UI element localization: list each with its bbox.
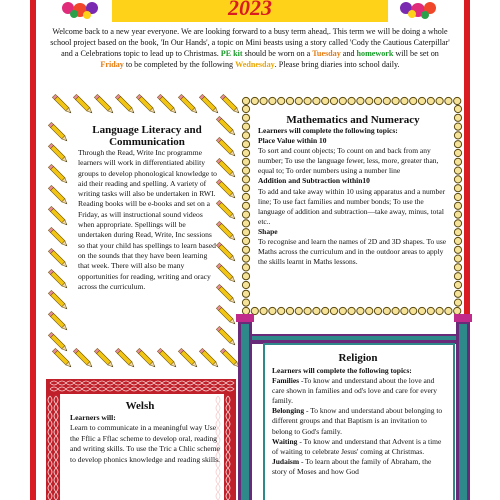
place-value-heading: Place Value within 10 [258,136,327,146]
tuesday-label: Tuesday [312,49,341,59]
friday-label: Friday [100,60,124,70]
language-title: Language Literacy and Communication [92,124,202,148]
shape-text: To recognise and learn the names of 2D and 3D shapes. To use Maths across the curriculum and in the outdoor areas to apply the skills learnt in Maths lessons. [258,237,447,267]
religion-title: Religion [338,352,378,364]
maths-subtitle: Learners will complete the following topics: [258,126,398,135]
belonging-heading: Belonging [272,406,305,416]
language-body: Through the Read, Write Inc programme learners will work in differentiated ability groups to develop phonological knowledge to aid their reading and spelling. A variety of writing tasks will also be undertaken in RWI. Reading books will be e-books and set on a Friday, as will instructional sound videos when appropriate. Spellings will be undertaken during Read, Write, Inc sessions so that your child has spellings to learn based on the sounds that they have been learning that week. There will also be many opportunities for reading, writing and oracy across the curriculum. [78,148,217,291]
maths-title: Mathematics and Numeracy [286,114,420,126]
religion-subtitle: Learners will complete the following topics: [272,366,412,375]
intro-text-3: and [340,49,357,59]
addition-subtraction-text: To add and take away within 10 using apparatus and a number line; To use fact families and number bonds; To use the language of addition and subtraction—take away, minus, total etc.. [258,186,446,226]
addition-subtraction-heading: Addition and Subtraction within10 [258,176,370,186]
welsh-subtitle: Learners will: [70,413,116,422]
intro-text-4: will be set on [393,49,439,59]
maths-body [258,126,450,267]
belonging-text: - To know and understand about belonging to different groups and that Baptism is an invitation to belong to God's family. [272,406,443,436]
homework-label: homework [356,49,394,59]
intro-text: Welcome back to a new year everyone. We are looking forward to a busy term ahead,. This term we will be doing a whole school project based on the book, 'In Our Hands', a topic on Mini beasts using a story called 'Cody the Cautious Caterpillar' and a Celebrations topic to lead up to Christmas. [50,27,450,59]
shape-heading: Shape [258,226,278,236]
welsh-body [70,413,220,465]
newsletter-year: 2023 [228,0,272,20]
religion-body [272,366,448,477]
judaism-heading: Judaism [272,456,300,466]
families-text: -To know and understand about the love and care shown in families and od's love and care for every family. [272,376,438,406]
place-value-text: To sort and count objects; To count on and back from any number; To use the language fewer, less, more, greater than, equal to; To order numbers using a number line [258,146,439,176]
welsh-title: Welsh [125,400,155,412]
waiting-text: - To know and understand that Advent is a time of waiting to celebrate Jesus' coming at Christmas. [272,436,442,456]
intro-text-6: . Please bring diaries into school daily. [274,60,400,70]
intro-text-2: should be worn on a [242,49,313,59]
wednesday-label: Wednesday [235,60,275,70]
intro-text-5: to be completed by the following [123,60,236,70]
families-heading: Families [272,376,300,386]
waiting-heading: Waiting [272,436,298,446]
welsh-text: Learn to communicate in a meaningful way Use the Fflic a Fflac scheme to develop oral, reading and writing skills. To use the Tric a Chlic scheme to develop phonics knowledge and reading skills. [70,423,220,464]
pe-kit-label: PE kit [220,49,243,59]
judaism-text: - To learn about the family of Abraham, the story of Moses and how God [272,456,432,476]
